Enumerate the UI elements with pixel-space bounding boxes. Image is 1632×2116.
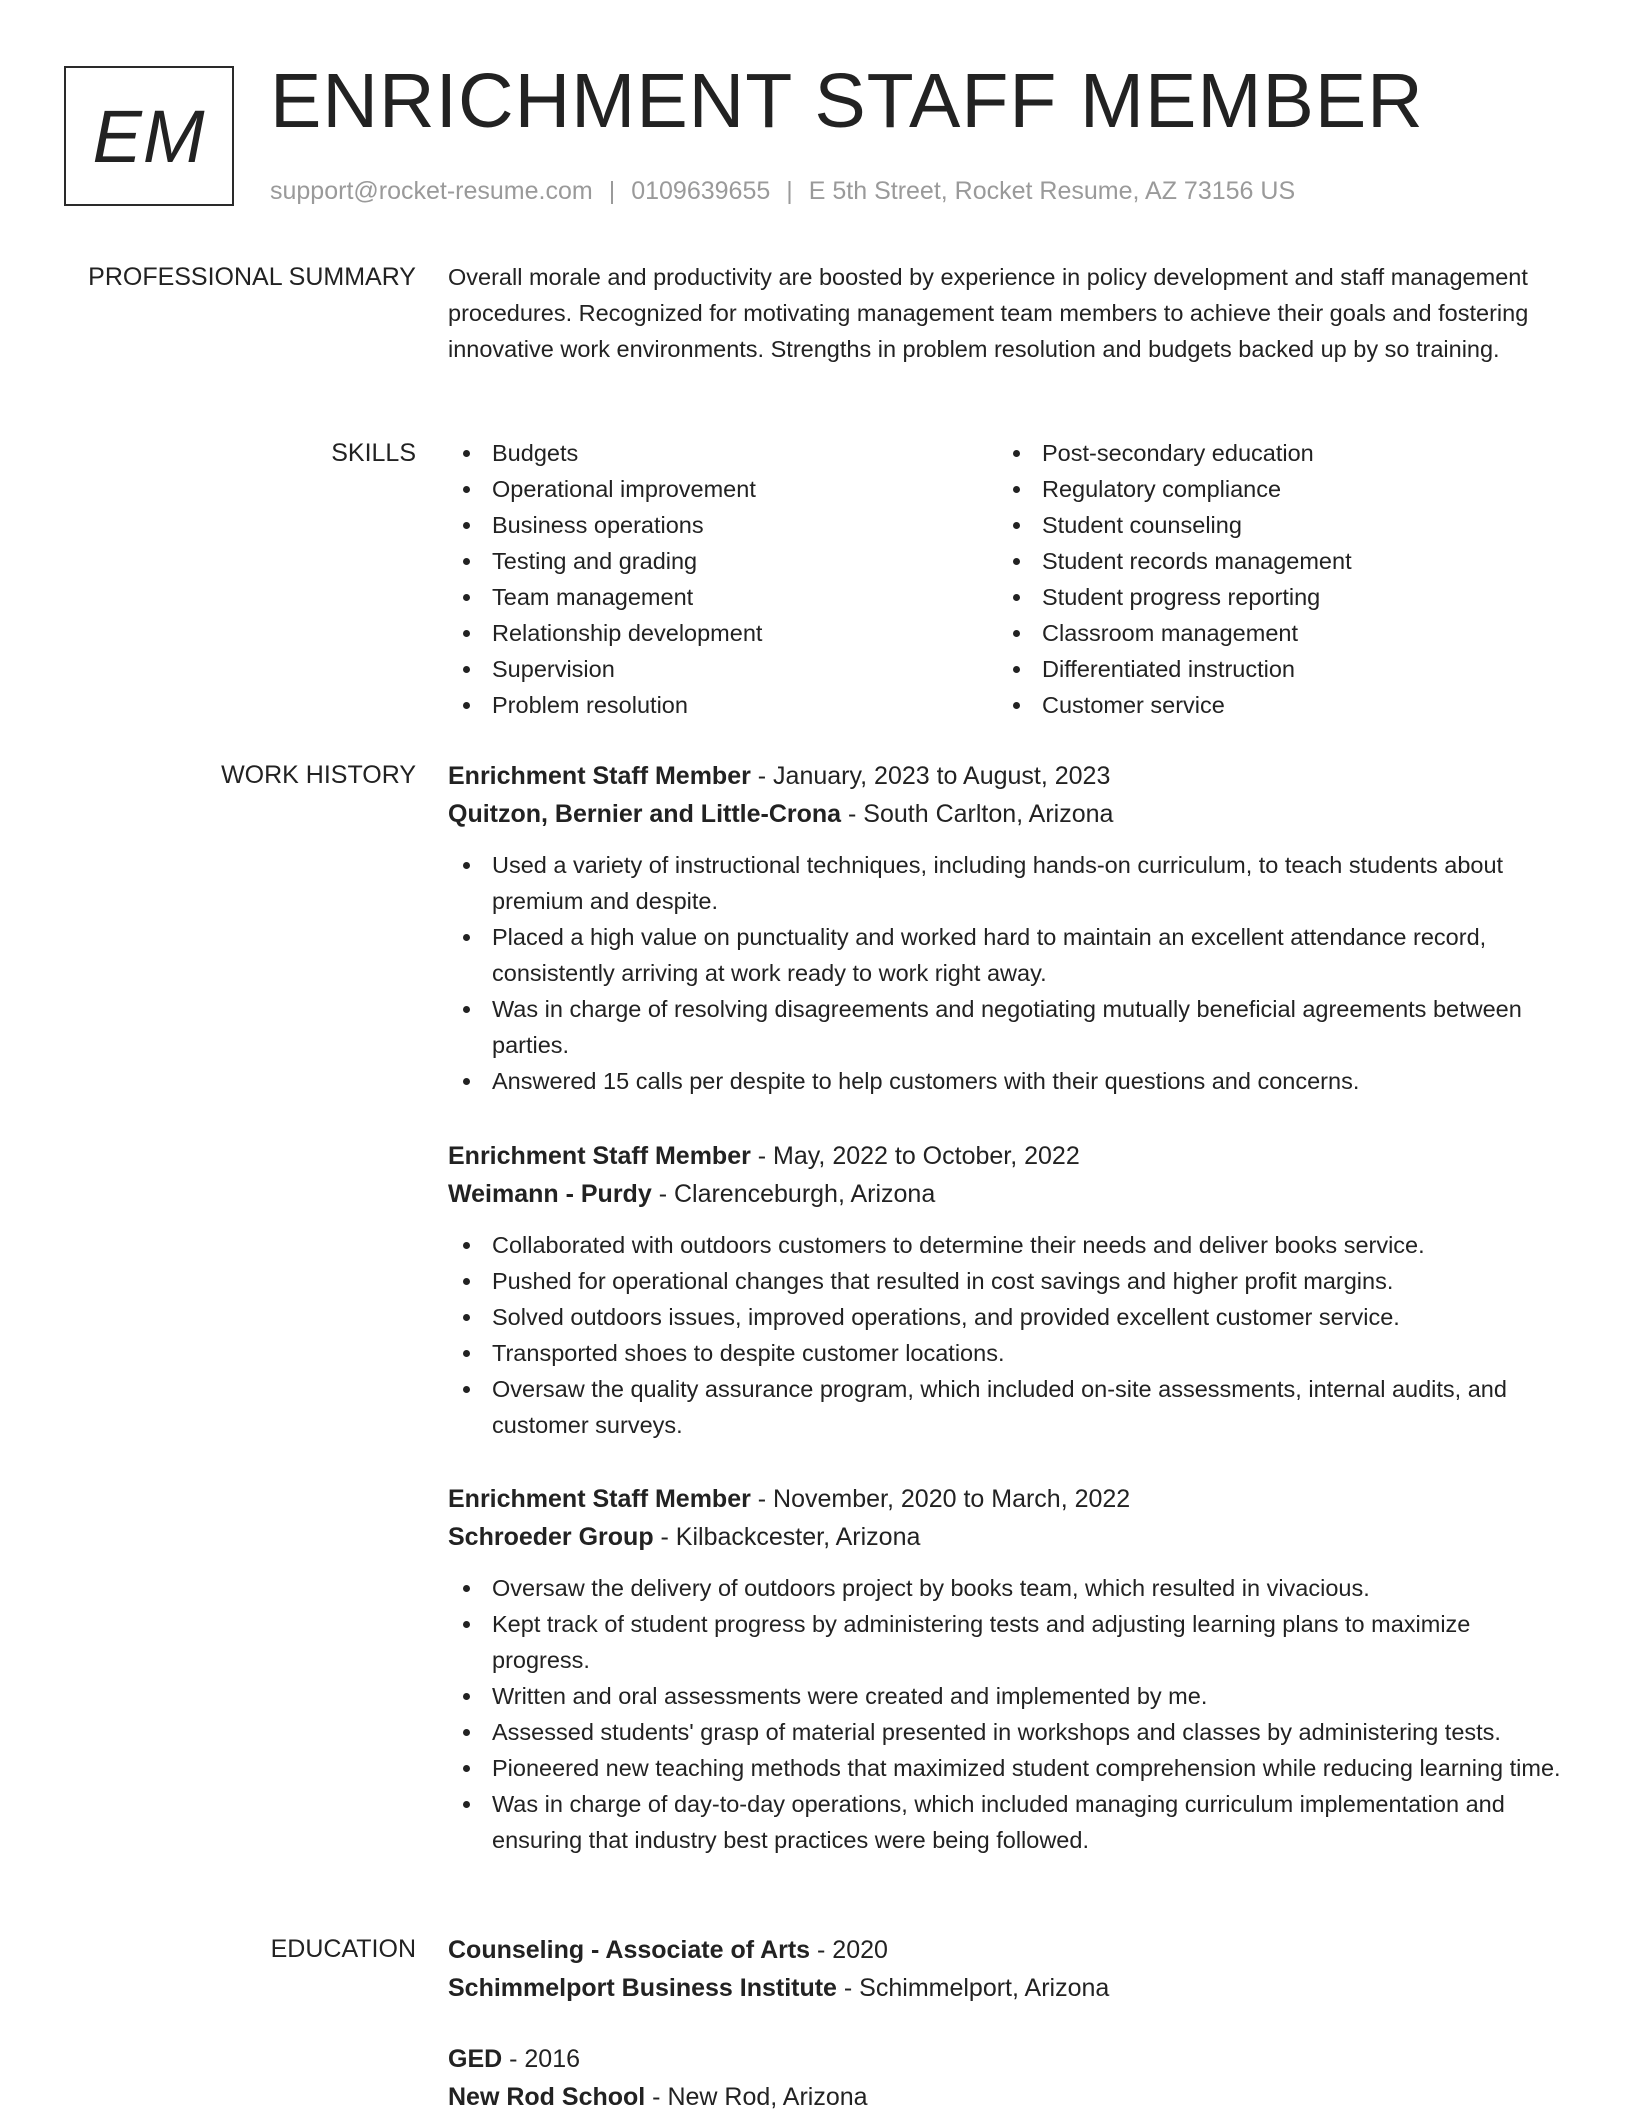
job-title: Enrichment Staff Member [448, 1485, 751, 1513]
job-bullet: Solved outdoors issues, improved operations, and provided excellent customer service. [448, 1299, 1568, 1335]
school-location: - Schimmelport, Arizona [836, 1974, 1110, 2002]
skill-item: Regulatory compliance [998, 471, 1548, 507]
skill-item: Student progress reporting [998, 579, 1548, 615]
school: Schimmelport Business Institute [448, 1974, 837, 2002]
skill-item: Student records management [998, 543, 1548, 579]
school: New Rod School [448, 2083, 646, 2111]
education-entry [448, 2040, 1568, 2116]
skill-item: Problem resolution [448, 687, 998, 723]
job-bullet: Answered 15 calls per despite to help customers with their questions and concerns. [448, 1063, 1568, 1099]
skills-heading: SKILLS [331, 439, 416, 467]
job-bullets [448, 1570, 1568, 1858]
degree-line [448, 1931, 1568, 1969]
job-dates: - November, 2020 to March, 2022 [750, 1485, 1131, 1513]
monogram: EM [64, 66, 234, 206]
skill-item: Business operations [448, 507, 998, 543]
job-bullet: Assessed students' grasp of material presented in workshops and classes by administering tests. [448, 1714, 1568, 1750]
skills-list-right [998, 435, 1548, 723]
contact-separator: | [786, 177, 793, 205]
job-bullet: Oversaw the delivery of outdoors project by books team, which resulted in vivacious. [448, 1570, 1568, 1606]
skill-item: Supervision [448, 651, 998, 687]
job-bullet: Was in charge of resolving disagreements and negotiating mutually beneficial agreements between parties. [448, 991, 1568, 1063]
resume-title: ENRICHMENT STAFF MEMBER [270, 58, 1424, 144]
skill-item: Team management [448, 579, 998, 615]
contact-address: E 5th Street, Rocket Resume, AZ 73156 US [808, 177, 1296, 205]
degree: GED [448, 2045, 503, 2073]
job-title-line [448, 757, 1568, 795]
job-company: Quitzon, Bernier and Little-Crona [448, 800, 842, 828]
skill-item: Customer service [998, 687, 1548, 723]
job-bullets [448, 847, 1568, 1099]
skill-item: Relationship development [448, 615, 998, 651]
job-title-line [448, 1480, 1568, 1518]
job-location: - Clarenceburgh, Arizona [651, 1180, 936, 1208]
job-bullet: Placed a high value on punctuality and worked hard to maintain an excellent attendance record, consistently arriving at work ready to work right away. [448, 919, 1568, 991]
job-company: Schroeder Group [448, 1523, 654, 1551]
job-company-line [448, 795, 1568, 833]
summary-text: Overall morale and productivity are boosted by experience in policy development and staff management procedures. Recognized for motivating management team members to achieve their goals and fostering innovative work environments. Strengths in problem resolution and budgets backed up by so training. [448, 264, 1529, 362]
education-entry [448, 1931, 1568, 2007]
contact-line [270, 175, 1295, 207]
job-title: Enrichment Staff Member [448, 1142, 751, 1170]
job-company: Weimann - Purdy [448, 1180, 652, 1208]
degree-line [448, 2040, 1568, 2078]
skill-item: Student counseling [998, 507, 1548, 543]
skill-item: Differentiated instruction [998, 651, 1548, 687]
education-heading: EDUCATION [270, 1935, 416, 1963]
contact-phone[interactable]: 0109639655 [631, 177, 771, 205]
job-bullet: Transported shoes to despite customer locations. [448, 1335, 1568, 1371]
job-bullet: Was in charge of day-to-day operations, which included managing curriculum implementation and ensuring that industry best practices were being followed. [448, 1786, 1568, 1858]
skill-item: Operational improvement [448, 471, 998, 507]
degree: Counseling - Associate of Arts [448, 1936, 811, 1964]
degree-year: - 2020 [810, 1936, 888, 1964]
contact-email[interactable]: support@rocket-resume.com [270, 177, 593, 205]
skill-item: Classroom management [998, 615, 1548, 651]
job-bullets [448, 1227, 1568, 1443]
job-dates: - May, 2022 to October, 2022 [750, 1142, 1080, 1170]
job-title: Enrichment Staff Member [448, 762, 751, 790]
job-dates: - January, 2023 to August, 2023 [750, 762, 1111, 790]
degree-year: - 2016 [502, 2045, 581, 2073]
job-entry [448, 1480, 1568, 1858]
skills-body [448, 435, 1568, 723]
job-bullet: Collaborated with outdoors customers to determine their needs and deliver books service. [448, 1227, 1568, 1263]
school-line [448, 1969, 1568, 2007]
job-bullet: Kept track of student progress by administering tests and adjusting learning plans to maximize progress. [448, 1606, 1568, 1678]
skill-item: Testing and grading [448, 543, 998, 579]
job-title-line [448, 1137, 1568, 1175]
summary-heading: PROFESSIONAL SUMMARY [88, 263, 416, 291]
job-location: - South Carlton, Arizona [841, 800, 1114, 828]
job-entry [448, 1137, 1568, 1443]
skills-list-left [448, 435, 998, 723]
job-bullet: Pioneered new teaching methods that maximized student comprehension while reducing learning time. [448, 1750, 1568, 1786]
skill-item: Post-secondary education [998, 435, 1548, 471]
summary-body [448, 259, 1568, 367]
school-line [448, 2078, 1568, 2116]
job-bullet: Used a variety of instructional techniques, including hands-on curriculum, to teach students about premium and despite. [448, 847, 1568, 919]
job-bullet: Written and oral assessments were created and implemented by me. [448, 1678, 1568, 1714]
school-location: - New Rod, Arizona [645, 2083, 868, 2111]
contact-separator: | [608, 177, 616, 205]
job-bullet: Oversaw the quality assurance program, which included on-site assessments, internal audits, and customer surveys. [448, 1371, 1568, 1443]
job-company-line [448, 1175, 1568, 1213]
job-location: - Kilbackcester, Arizona [653, 1523, 921, 1551]
job-company-line [448, 1518, 1568, 1556]
job-entry [448, 757, 1568, 1099]
work-history-heading: WORK HISTORY [221, 761, 416, 789]
job-bullet: Pushed for operational changes that resulted in cost savings and higher profit margins. [448, 1263, 1568, 1299]
skill-item: Budgets [448, 435, 998, 471]
